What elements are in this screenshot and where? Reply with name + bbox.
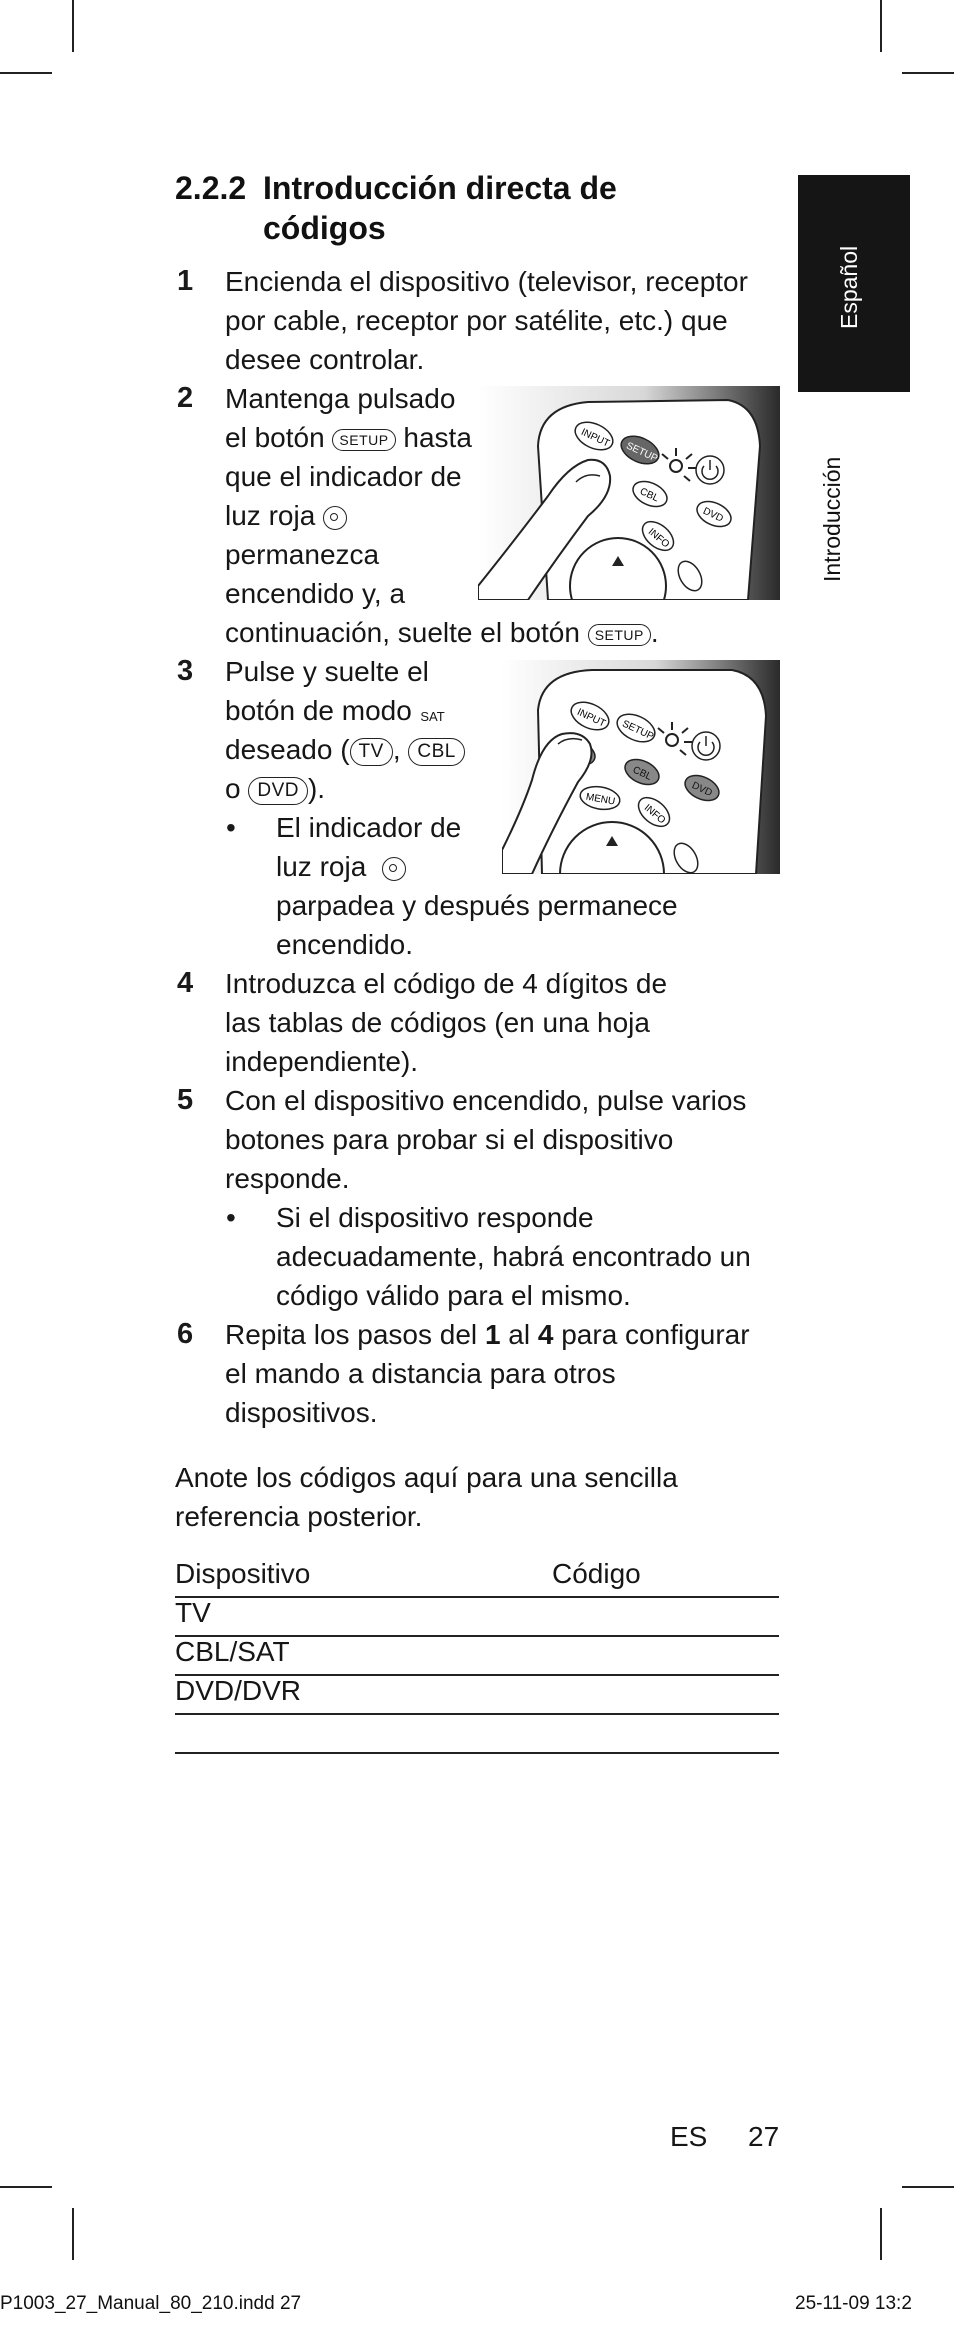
language-tab-label: Español	[836, 245, 862, 329]
step-reference: 4	[537, 1319, 554, 1350]
step-5-bullet-line2: adecuadamente, habrá encontrado un	[276, 1241, 751, 1272]
crop-mark	[902, 2186, 954, 2188]
step-4-line1: Introduzca el código de 4 dígitos de	[225, 968, 668, 999]
table-header-code: Código	[552, 1558, 641, 1589]
step-3-line2: botón de modo	[225, 695, 412, 726]
step-3-text: ).	[307, 773, 326, 804]
crop-mark	[0, 2186, 52, 2188]
step-4-number: 4	[177, 967, 194, 999]
step-6-line1	[225, 1315, 750, 1354]
heading-line1: Introducción directa de	[263, 170, 617, 206]
step-4-line3: independiente).	[225, 1046, 419, 1077]
step-3-text: luz roja	[276, 851, 367, 882]
step-1-line1: Encienda el dispositivo (televisor, receptor	[225, 266, 748, 297]
red-led-icon	[382, 857, 406, 881]
step-2-text: continuación, suelte el botón	[225, 617, 580, 648]
step-2-line6: encendido y, a	[225, 578, 406, 609]
step-3-number: 3	[177, 655, 194, 687]
step-1-line2: por cable, receptor por satélite, etc.) que	[225, 305, 728, 336]
crop-mark	[880, 0, 882, 52]
step-5-bullet-line1: Si el dispositivo responde	[276, 1202, 594, 1233]
cbl-label: CBL	[630, 764, 654, 783]
note-line2: referencia posterior.	[175, 1501, 423, 1532]
step-5-line2: botones para probar si el dispositivo	[225, 1124, 674, 1155]
step-6-text: Repita los pasos del	[225, 1319, 478, 1350]
slug-date: 25-11-09 13:2	[795, 2293, 912, 2314]
dvd-label: DVD	[701, 505, 725, 525]
footer-language: ES	[670, 2121, 708, 2152]
remote-setup-illustration	[478, 386, 780, 600]
step-6-line3: dispositivos.	[225, 1397, 378, 1428]
table-row-device: CBL/SAT	[175, 1636, 290, 1667]
cbl-label: CBL	[637, 486, 661, 505]
step-2-text: hasta	[403, 422, 472, 453]
step-3-text: o	[225, 773, 241, 804]
step-2-line3: que el indicador de	[225, 461, 462, 492]
step-2-line2	[225, 418, 472, 457]
step-4-line2: las tablas de códigos (en una hoja	[225, 1007, 650, 1038]
step-3-line4	[225, 769, 325, 808]
table-rule	[175, 1596, 779, 1598]
bullet-icon: •	[226, 812, 236, 843]
setup-label: SETUP	[624, 440, 660, 465]
red-led-icon	[323, 506, 347, 530]
page-number: 27	[748, 2121, 780, 2152]
table-rule	[175, 1752, 779, 1754]
step-3-bullet-line3: parpadea y después permanece	[276, 890, 678, 921]
step-6-text: al	[508, 1319, 531, 1350]
section-heading	[175, 168, 715, 248]
crop-mark	[72, 2208, 74, 2260]
setup-key-icon: SETUP	[332, 429, 395, 451]
step-5-number: 5	[177, 1084, 194, 1116]
step-1-number: 1	[177, 265, 194, 297]
crop-mark	[880, 2208, 882, 2260]
heading-line2: códigos	[263, 210, 386, 246]
step-2-number: 2	[177, 382, 194, 414]
step-5-line1: Con el dispositivo encendido, pulse varios	[225, 1085, 747, 1116]
crop-mark	[0, 72, 52, 74]
cbl-key-icon: CBL	[408, 738, 464, 766]
step-5-line3: responde.	[225, 1163, 350, 1194]
menu-label: MENU	[584, 791, 616, 808]
dvd-label: DVD	[689, 780, 714, 800]
setup-key-icon: SETUP	[588, 624, 651, 646]
step-2-text: .	[650, 617, 659, 648]
info-label: INFO	[645, 526, 672, 551]
slug-filename: P1003_27_Manual_80_210.indd 27	[0, 2293, 302, 2314]
step-3-bullet-line4: encendido.	[276, 929, 414, 960]
step-2-text: el botón	[225, 422, 325, 453]
section-tab-label: Introducción	[819, 456, 845, 582]
crop-mark	[902, 72, 954, 74]
step-2-line5: permanezca	[225, 539, 380, 570]
remote-mode-illustration	[502, 660, 780, 874]
step-reference: 1	[484, 1319, 501, 1350]
step-2-line1: Mantenga pulsado	[225, 383, 456, 414]
table-row-device: TV	[175, 1597, 211, 1628]
step-6-line2: el mando a distancia para otros	[225, 1358, 616, 1389]
dvd-key-icon: DVD	[248, 777, 308, 805]
step-2-line4	[225, 496, 347, 535]
input-label: INPUT	[579, 426, 612, 450]
step-6-text: para configurar	[561, 1319, 750, 1350]
step-3-line1: Pulse y suelte el	[225, 656, 429, 687]
tv-key-icon: TV	[350, 738, 393, 766]
step-5-bullet-line3: código válido para el mismo.	[276, 1280, 631, 1311]
crop-mark	[72, 0, 74, 52]
input-label: INPUT	[575, 706, 608, 730]
table-header-device: Dispositivo	[175, 1558, 311, 1589]
step-3-bullet-line2	[276, 847, 406, 886]
step-3-text: ,	[392, 734, 401, 765]
step-1-line3: desee controlar.	[225, 344, 425, 375]
sat-key-label: SAT	[420, 709, 445, 724]
step-3-text: deseado (	[225, 734, 350, 765]
table-row-device: DVD/DVR	[175, 1675, 302, 1706]
info-label: INFO	[641, 802, 668, 827]
heading-number: 2.2.2	[175, 170, 247, 206]
step-2-text: luz roja	[225, 500, 316, 531]
table-rule	[175, 1713, 779, 1715]
step-6-number: 6	[177, 1318, 194, 1350]
bullet-icon: •	[226, 1202, 236, 1233]
step-2-line7	[225, 613, 659, 652]
step-3-bullet-line1: El indicador de	[276, 812, 462, 843]
setup-label: SETUP	[620, 718, 656, 743]
note-line1: Anote los códigos aquí para una sencilla	[175, 1462, 678, 1493]
language-tab	[798, 175, 910, 392]
